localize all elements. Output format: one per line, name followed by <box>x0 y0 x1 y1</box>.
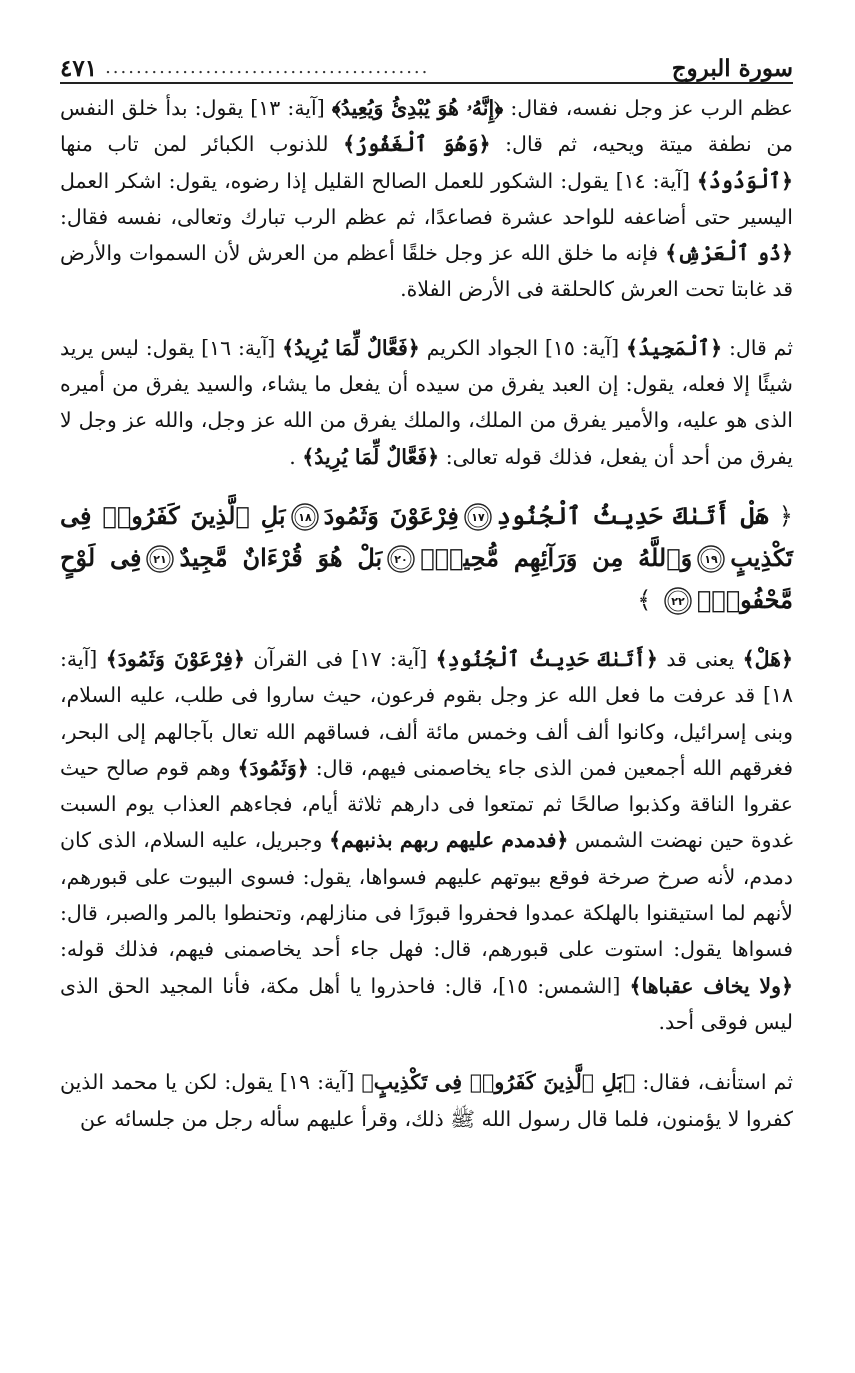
quran-quote: ﴿ذُو ٱلْعَرْشِ﴾ <box>665 241 793 266</box>
quran-quote: ﴿ولا يخاف عقباها﴾ <box>629 973 793 998</box>
quran-quote: ﴿بَلِ ٱلَّذِينَ كَفَرُوا۟ فِى تَكْذِيبٍ﴾ <box>361 1070 636 1095</box>
page-number: ٤٧١ <box>60 55 98 82</box>
paragraph-2 <box>60 330 793 475</box>
text-run: [الشمس: ١٥]، قال: فاحذروا يا أهل مكة، فأنا المجيد الحق الذى ليس فوقى أحد. <box>60 973 793 1034</box>
verse-number: ١٨ <box>297 511 312 525</box>
verse-18: فِرْعَوْنَ وَثَمُودَ <box>323 500 459 530</box>
verse-21: بَلْ هُوَ قُرْءَانٌ مَّجِيدٌ <box>179 542 383 572</box>
verse-19: بَلِ ٱلَّذِينَ كَفَرُوا۟ فِى تَكْذِيبٍ <box>60 500 793 572</box>
text-run: [آية: ١٦] يقول: ليس يريد شيئًا إلا فعله، يقول: إن العبد يفرق من سيده أن يفعل ما يشاء، والسيد يفرق من أميره الذى هو عليه، والأمير يفرق من الملك، والملك يفرق من الله عز وجل، والله عز وجل لا يفرق من أحد أن يفعل، فذلك قوله تعالى: <box>60 335 793 469</box>
text-run: للذنوب الكبائر لمن تاب منها <box>60 132 344 157</box>
verse-number-marker <box>663 586 693 616</box>
header-leader-dots: .......................................... <box>105 57 430 78</box>
text-run: فإنه ما خلق الله عز وجل خلقًا أعظم من العرش لأن السموات والأرض قد غابتا تحت العرش كالحلقة فى الأرض الفلاة. <box>60 241 793 302</box>
quran-quote: ﴿ٱلْوَدُودُ﴾ <box>696 168 793 193</box>
verse-number: ١٩ <box>704 553 718 567</box>
text-run: [آية: ١٨] قد عرفت ما فعل الله عز وجل بقوم فرعون، حيث ساروا فى طلب، عليه السلام، وبنى إسرائيل، وكانوا ألف ألف وخمس مائة ألف، فساقهم الله تعال بآجالهم إلى البحر، فغرقهم الله أجمعين فمن الذى جاء يخاصمنى فيهم، قال: <box>60 646 793 780</box>
quran-verses-block <box>60 495 793 621</box>
ornate-bracket-open: ﴿ <box>768 501 793 530</box>
quran-quote: ﴿وَهُوَ ٱلْغَفُورُ﴾ <box>343 132 491 157</box>
ornate-bracket-close: ﴾ <box>637 585 659 614</box>
verse-17: هَلْ أَتَىٰكَ حَدِيثُ ٱلْجُنُودِ <box>496 500 769 530</box>
verse-number: ٢٠ <box>394 553 408 567</box>
quran-quote: ﴿هَلْ﴾ <box>742 646 793 671</box>
verse-number-marker <box>386 544 416 574</box>
text-run: [آية: ١٥] الجواد الكريم <box>419 335 626 360</box>
quran-quote: ﴿إِنَّهُۥ هُوَ يُبْدِئُ وَيُعِيدُ﴾ <box>331 96 504 120</box>
verse-number-marker <box>145 544 175 574</box>
quran-quote: ﴿فِرْعَوْنَ وَثَمُودَ﴾ <box>105 646 245 671</box>
text-run: [آية: ١٤] يقول: الشكور للعمل الصالح القليل إذا رضوه، يقول: اشكر العمل اليسير حتى أضاعفه للواحد عشرة فصاعدًا، ثم عظم الرب تبارك وتعالى، نفسه فقال: <box>60 168 793 229</box>
text-run: [آية: ١٣] يقول: بدأ خلق النفس من نطفة ميتة ويحيه، ثم قال: <box>60 96 793 157</box>
text-run: وهم قوم صالح حيث عقروا الناقة وكذبوا صالحًا ثم تمتعوا فى دارهم ثلاثة أيام، فجاءهم العذاب يوم السبت غدوة حين نهضت الشمس <box>60 755 794 853</box>
quran-quote: ﴿وَثَمُودَ﴾ <box>237 755 309 780</box>
verse-number-marker <box>290 502 320 532</box>
text-run: يعنى قد <box>657 646 743 671</box>
page-header <box>60 38 793 84</box>
text-run: [آية: ١٩] يقول: لكن يا محمد الذين كفروا لا يؤمنون، فلما قال رسول الله ﷺ ذلك، وقرأ عليهم سأله رجل من جلسائه عن <box>60 1070 793 1131</box>
quran-quote: ﴿فَعَّالٌ لِّمَا يُرِيدُ﴾ <box>302 444 440 469</box>
verse-22: فِى لَوْحٍ مَّحْفُوظٍۭ <box>60 542 793 614</box>
verse-number-marker <box>696 544 726 574</box>
verse-number-marker <box>463 502 493 532</box>
text-run: [آية: ١٧] فى القرآن <box>244 646 436 671</box>
paragraph-3 <box>60 641 793 1040</box>
paragraph-4 <box>60 1064 793 1137</box>
text-run: . <box>289 444 303 469</box>
quran-quote: ﴿فَعَّالٌ لِّمَا يُرِيدُ﴾ <box>282 335 420 360</box>
verse-number: ٢٢ <box>671 595 685 609</box>
text-run: ثم قال: <box>722 335 793 360</box>
text-run: عظم الرب عز وجل نفسه، فقال: <box>503 96 793 120</box>
paragraph-1 <box>60 90 793 308</box>
text-run: ثم استأنف، فقال: <box>635 1070 793 1095</box>
quran-quote: ﴿فدمدم عليهم ربهم بذنبهم﴾ <box>329 828 569 853</box>
verse-number: ٢١ <box>153 553 168 567</box>
quran-quote: ﴿أَتَىٰكَ حَدِيثُ ٱلْجُنُودِ﴾ <box>435 646 658 671</box>
text-run: وجبريل، عليه السلام، الذى كان دمدم، لأنه صرخ صرخة فوقع بيوتهم عليهم فسواها، يقول: فسوى البيوت على قبورهم، لأنهم لما استيقنوا بالهلكة عمدوا فحفروا قبورًا فى منازلهم، وتحنطوا بالمر والصبر، قال: فسواها يقول: استوت على قبورهم، قال: فهل جاء أحد يخاصمنى فيهم، فذلك قوله: <box>60 828 793 962</box>
surah-title: سورة البروج <box>671 55 793 82</box>
verse-20: وَٱللَّهُ مِن وَرَآئِهِم مُّحِيطٌۢ <box>420 542 693 572</box>
verse-number: ١٧ <box>471 511 485 525</box>
quran-quote: ﴿ٱلْمَجِيدُ﴾ <box>625 335 723 360</box>
